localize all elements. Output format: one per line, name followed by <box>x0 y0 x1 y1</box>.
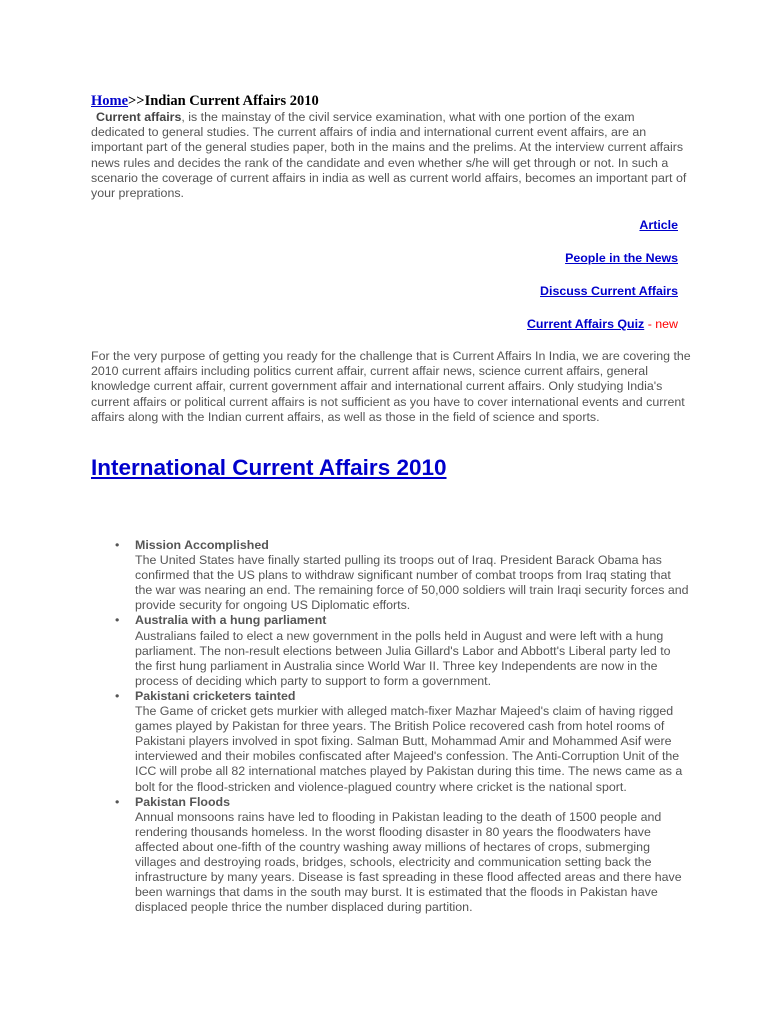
intro-lead: Current affairs <box>96 110 182 124</box>
news-list <box>91 538 691 915</box>
discuss-current-affairs-link[interactable]: Discuss Current Affairs <box>540 284 678 298</box>
purpose-paragraph: For the very purpose of getting you ready for the challenge that is Current Affairs In India, we are covering the 2010 current affairs including politics current affair, current affair news, science current affairs, general knowledge current affair, current government affair and international current affairs. Only studying India's current affairs or political current affairs is not sufficient as you have to cover international events and current affairs along with the Indian current affairs, as well as those in the field of science and sports. <box>91 349 691 424</box>
international-heading-link[interactable]: International Current Affairs 2010 <box>91 455 447 480</box>
news-item-title: Pakistan Floods <box>135 794 231 809</box>
intro-paragraph <box>91 110 691 201</box>
news-item-body: The United States have finally started pulling its troops out of Iraq. President Barack Obama has confirmed that the US plans to withdraw significant number of combat troops from Iraq stating that the war was nearing an end. The remaining force of 50,000 soldiers will train Iraqi security forces and provide security for ongoing US Diplomatic efforts. <box>135 553 689 613</box>
news-item <box>91 795 691 916</box>
article-link[interactable]: Article <box>639 218 678 232</box>
intro-text: , is the mainstay of the civil service examination, what with one portion of the exam dedicated to general studies. The current affairs of india and international current event affairs, are an important part of the general studies paper, both in the mains and the prelims. At the interview current affairs news rules and decides the rank of the candidate and even whether s/he will get through or not. In such a scenario the coverage of current affairs in india as well as current world affairs, becomes an important part of your preprations. <box>91 110 687 201</box>
quiz-dash: - <box>644 317 656 331</box>
quiz-new-badge: new <box>655 317 678 331</box>
people-in-the-news-link[interactable]: People in the News <box>565 251 678 265</box>
bullet-icon: • <box>115 688 120 703</box>
breadcrumb-current: >>Indian Current Affairs 2010 <box>128 93 319 109</box>
news-item-title: Mission Accomplished <box>135 538 269 552</box>
news-item-body: Annual monsoons rains have led to flooding in Pakistan leading to the death of 1500 people and rendering thousands homeless. In the worst flooding disaster in 80 years the floodwaters have affected about one-fifth of the country washing away millions of hectares of crops, submerging villages and destroying roads, bridges, schools, electricity and communication setting back the infrastructure by many years. Disease is fast spreading in these flood affected areas and there have been warnings that dams in the south may burst. It is estimated that the floods in Pakistan have displaced people thrice the number displaced during partition. <box>135 809 682 915</box>
link-row-quiz <box>527 316 678 349</box>
breadcrumb-home-link[interactable]: Home <box>91 93 129 109</box>
current-affairs-quiz-link[interactable]: Current Affairs Quiz <box>526 317 645 331</box>
news-item <box>91 689 691 795</box>
news-item-body: Australians failed to elect a new government in the polls held in August and were left with a hung parliament. The non-result elections between Julia Gillard's Labor and Abbott's Liberal party led to the first hung parliament in Australia since World War II. Three key Independents are now in the process of deciding which party to support to form a government. <box>135 628 671 688</box>
news-item-body: The Game of cricket gets murkier with alleged match-fixer Mazhar Majeed's claim of having rigged games played by Pakistan for three years. The British Police recovered cash from hotel rooms of Pakistani players involved in spot fixing. Salman Butt, Mohammad Amir and Mohammed Asif were interviewed and their mobiles confiscated after Majeed's confession. The Anti-Corruption Unit of the ICC will probe all 82 international matches played by Pakistan during this time. The news came as a bolt for the flood-stricken and violence-plagued country where cricket is the national sport. <box>135 704 683 794</box>
bullet-icon: • <box>115 613 120 628</box>
section-links <box>527 217 678 349</box>
breadcrumb <box>91 93 319 110</box>
link-row-article <box>527 217 678 250</box>
bullet-icon: • <box>115 538 120 552</box>
news-item-title: Australia with a hung parliament <box>135 613 327 628</box>
news-item <box>91 538 691 613</box>
news-item-title: Pakistani cricketers tainted <box>135 688 296 703</box>
link-row-people <box>527 250 678 283</box>
link-row-discuss <box>527 283 678 316</box>
bullet-icon: • <box>115 794 120 809</box>
news-item <box>91 613 691 688</box>
